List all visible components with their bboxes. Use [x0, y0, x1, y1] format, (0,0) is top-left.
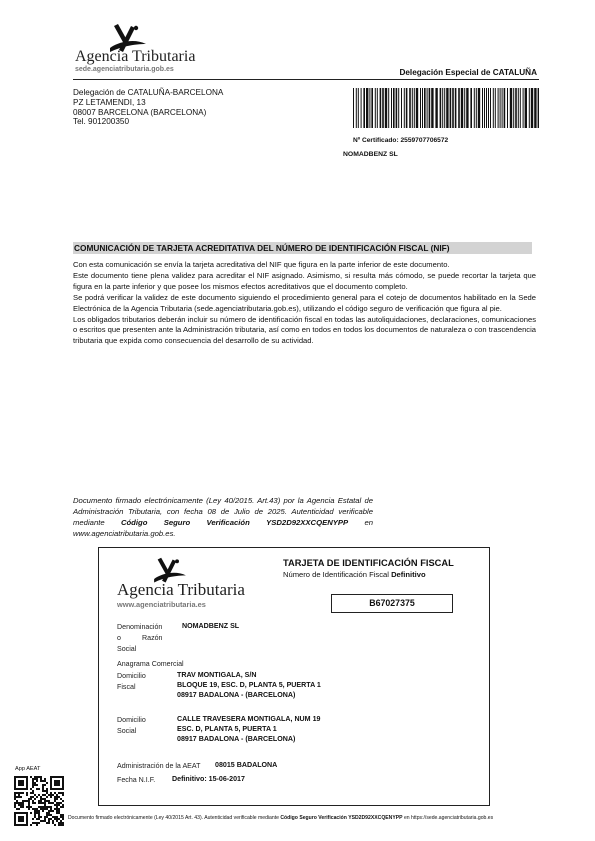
denominacion-label: Social: [117, 645, 137, 653]
admin-label: Administración de la AEAT: [117, 762, 201, 770]
card-subtitle-prefix: Número de Identificación Fiscal: [283, 570, 392, 579]
csv-label: Código Seguro Verificación: [120, 517, 250, 527]
domicilio-fiscal-label: Fiscal: [117, 683, 136, 691]
domicilio-social-label: Social: [117, 727, 137, 735]
domicilio-fiscal-line: TRAV MONTIGALA, S/N: [177, 671, 257, 679]
card-title: TARJETA DE IDENTIFICACIÓN FISCAL: [283, 558, 454, 568]
denominacion-label: Denominación: [117, 623, 163, 631]
domicilio-fiscal-line: BLOQUE 19, ESC. D, PLANTA 5, PUERTA 1: [177, 681, 321, 689]
certificate-number-label: Nº Certificado:: [353, 137, 399, 144]
header-logo-title: Agencia Tributaria: [75, 48, 196, 65]
address-line: PZ LETAMENDI, 13: [73, 97, 146, 107]
card-logo-url: www.agenciatributaria.es: [117, 600, 206, 609]
header-logo-url: sede.agenciatributaria.gob.es: [75, 66, 174, 73]
fecha-nif-label: Fecha N.I.F.: [117, 776, 156, 784]
address-line: Delegación de CATALUÑA-BARCELONA: [73, 88, 224, 97]
footer-note-suffix: en https://sede.agenciatributaria.gob.es: [402, 815, 494, 821]
delegacion-heading: Delegación Especial de CATALUÑA: [399, 68, 537, 77]
footer-note-prefix: Documento firmado electrónicamente (Ley 40/2015 Art. 43). Autenticidad verificable mediante: [68, 815, 281, 821]
card-subtitle: [283, 570, 426, 579]
signature-site: www.agenciatributaria.gob.es.: [73, 528, 176, 538]
footer-csv: Código Seguro Verificación YSD2D92XXCQENYPP: [280, 815, 403, 821]
qr-code-image: [14, 776, 64, 826]
domicilio-social-label: Domicilio: [117, 716, 146, 724]
domicilio-social-line: 08917 BADALONA - (BARCELONA): [177, 735, 296, 743]
communication-body: [73, 260, 536, 347]
denominacion-value: NOMADBENZ SL: [182, 622, 240, 630]
denominacion-label: o: [117, 634, 121, 642]
signature-text: Documento firmado electrónicamente (Ley 40/2015. Art.43) por la Agencia Estatal de Administración Tributaria, con fecha 08 de Julio de 2025. Autenticidad verificable mediante: [73, 496, 373, 527]
certificate-number-value: 2559707706572: [400, 137, 449, 144]
domicilio-social-line: CALLE TRAVESERA MONTIGALA, NUM 19: [177, 715, 321, 723]
body-paragraph: Los obligados tributarios deberán incluir su número de identificación fiscal en todas las autoliquidaciones, declaraciones, comunicaciones o escritos que presenten ante la Administración tributaria, así como en todos en todos los documentos de naturaleza o con trascendencia tributaria que expida como consecuencia del desarrollo de su actividad.: [73, 314, 536, 346]
barcode-image: [353, 88, 539, 128]
domicilio-fiscal-line: 08917 BADALONA - (BARCELONA): [177, 691, 296, 699]
card-logo-title: Agencia Tributaria: [117, 580, 245, 599]
electronic-signature-note: [73, 496, 373, 540]
anagrama-label: Anagrama Comercial: [117, 660, 184, 668]
domicilio-fiscal-label: Domicilio: [117, 672, 146, 680]
admin-value: 08015 BADALONA: [215, 761, 278, 769]
signature-text-in: en: [348, 517, 374, 527]
footer-verification-note: [68, 815, 493, 821]
body-paragraph: Este documento tiene plena validez para acreditar el NIF asignado. Asimismo, si resulta más cómodo, se puede recortar la tarjeta que figura en la parte inferior y que posee los mismos efectos acreditativos que el documento completo.: [73, 270, 536, 291]
communication-title: COMUNICACIÓN DE TARJETA ACREDITATIVA DEL NÚMERO DE IDENTIFICACIÓN FISCAL (NIF): [73, 242, 532, 254]
card-subtitle-status: Definitivo: [391, 570, 426, 579]
recipient-name: NOMADBENZ SL: [343, 151, 398, 158]
domicilio-social-line: ESC. D, PLANTA 5, PUERTA 1: [177, 725, 277, 733]
address-line: Tel. 901200350: [73, 117, 129, 127]
certificate-number: [353, 137, 448, 144]
nif-value-box: B67027375: [331, 594, 453, 613]
header-divider: [73, 79, 539, 80]
csv-code: YSD2D92XXCQENYPP: [266, 517, 349, 527]
app-aeat-label: App AEAT: [15, 766, 41, 772]
sender-address: [73, 88, 223, 127]
body-paragraph: Se podrá verificar la validez de este documento siguiendo el procedimiento general para el cotejo de documentos habilitado en la Sede Electrónica de la Agencia Tributaria (sede.agenciatributaria.gob.es), utilizando el código seguro de verificación que figura al pie.: [73, 292, 536, 313]
address-line: 08007 BARCELONA (BARCELONA): [73, 107, 207, 117]
denominacion-label: Razón: [142, 634, 163, 642]
fecha-nif-value: Definitivo: 15-06-2017: [172, 775, 245, 783]
body-paragraph: Con esta comunicación se envía la tarjeta acreditativa del NIF que figura en la parte inferior de este documento.: [73, 260, 450, 269]
